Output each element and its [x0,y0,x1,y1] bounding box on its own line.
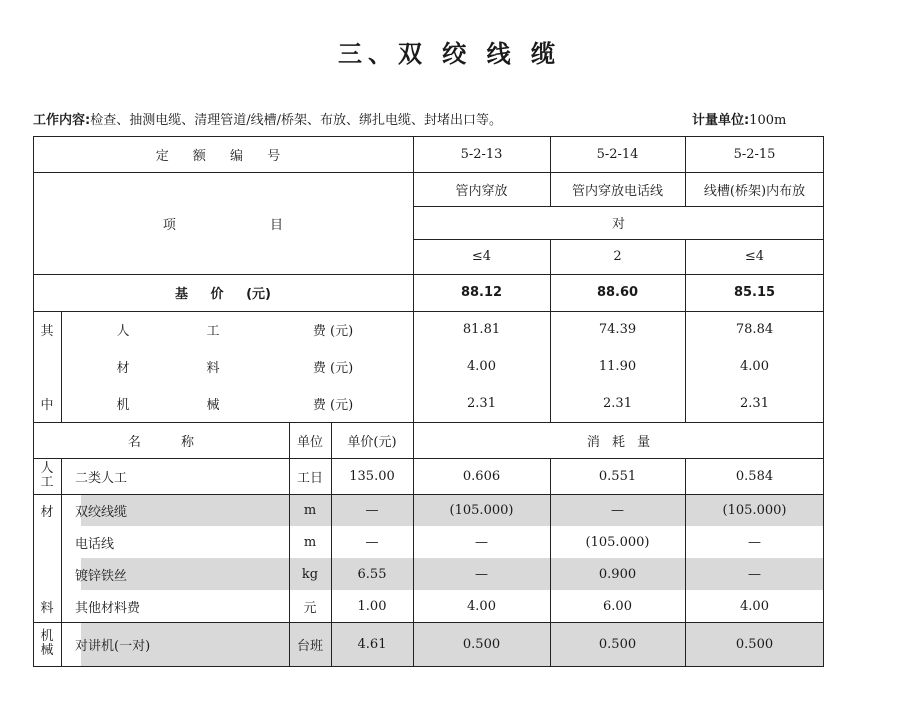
cost-value: 81.81 [462,322,501,337]
measure-unit [692,109,786,128]
machinery-price: 4.61 [357,636,387,652]
material-price: — [365,502,379,518]
material-price: 1.00 [357,598,387,614]
labor-name: 二类人工 [75,470,128,486]
spec-value: ≤4 [744,249,765,264]
cost-value: 4.00 [740,359,769,374]
item-name: 线槽(桥架)内布放 [703,183,806,199]
quota-no-label: 定 额 编 号 [155,148,291,164]
spec-value: ≤4 [471,249,492,264]
breakdown-unit: 费 (元) [312,361,354,376]
quota-code: 5-2-14 [596,146,639,162]
base-price-value: 85.15 [733,285,776,300]
page-title: 三、双 绞 线 缆 [337,40,562,68]
breakdown-char: 材 [116,361,130,376]
material-unit: kg [301,566,319,582]
breakdown-char: 工 [206,324,220,339]
breakdown-char: 人 [116,324,130,339]
labor-consumption: 0.584 [735,468,774,484]
material-consumption: — [748,566,761,582]
material-unit: m [303,502,317,518]
spec-value: 2 [613,249,622,264]
measure-unit-label: 计量单位: [692,113,750,128]
material-unit: m [303,534,317,550]
unit-price-column-header: 单价(元) [347,434,397,450]
machinery-category-bottom: 械 [40,643,54,658]
material-consumption: 0.900 [598,566,637,582]
material-price: — [365,534,379,550]
materials-category-top: 材 [40,504,54,520]
breakdown-char: 料 [206,361,220,376]
material-consumption: — [748,534,761,550]
machinery-consumption: 0.500 [598,636,637,652]
material-name: 双绞线缆 [75,504,128,520]
item-label: 项 目 [162,217,284,233]
material-name: 其他材料费 [75,600,141,616]
consumption-header: 消 耗 量 [586,434,651,450]
machinery-category [33,622,61,666]
machinery-consumption: 0.500 [735,636,774,652]
breakdown-char: 机 [116,398,130,413]
measure-unit-value: 100m [749,113,787,128]
labor-price: 135.00 [349,468,395,484]
labor-category [33,458,61,494]
labor-consumption: 0.551 [598,468,637,484]
materials-category-bottom: 料 [40,600,54,616]
material-consumption: (105.000) [449,502,514,518]
material-name: 镀锌铁丝 [75,568,128,584]
labor-consumption: 0.606 [462,468,501,484]
quota-code: 5-2-13 [460,146,503,162]
work-content-label: 工作内容: [33,113,91,128]
material-name: 电话线 [75,536,115,552]
base-price-label: 基 价 (元) [175,287,271,302]
material-price: 6.55 [357,566,387,582]
item-name: 管内穿放 [455,183,508,199]
rule [33,666,824,667]
breakdown-unit: 费 (元) [312,398,354,413]
labor-category-top: 人 [40,461,54,476]
material-consumption: 6.00 [603,598,632,614]
material-consumption: 4.00 [467,598,496,614]
name-column-header: 名 称 [127,434,195,450]
breakdown-char: 械 [206,398,220,413]
material-unit: 元 [303,600,317,616]
material-consumption: — [475,534,488,550]
breakdown-unit: 费 (元) [312,324,354,339]
pair-unit: 对 [611,217,625,232]
breakdown-group-top: 其 [40,324,54,339]
breakdown-group-bottom: 中 [40,398,54,413]
cost-value: 11.90 [598,359,637,374]
cost-value: 2.31 [603,396,632,411]
base-price-value: 88.12 [460,285,503,300]
item-name: 管内穿放电话线 [571,183,663,199]
material-consumption: — [475,566,488,582]
labor-category-bottom: 工 [40,475,54,490]
material-consumption: 4.00 [740,598,769,614]
work-content [33,109,502,128]
cost-value: 74.39 [598,322,637,337]
machinery-unit: 台班 [296,638,323,654]
quota-code: 5-2-15 [733,146,776,162]
machinery-consumption: 0.500 [462,636,501,652]
rule [61,311,62,422]
material-consumption: — [611,502,624,518]
work-content-text: 检查、抽测电缆、清理管道/线槽/桥架、布放、绑扎电缆、封堵出口等。 [90,113,502,128]
material-consumption: (105.000) [722,502,787,518]
cost-value: 2.31 [467,396,496,411]
cost-value: 4.00 [467,359,496,374]
unit-column-header: 单位 [296,434,323,450]
quota-table [33,136,824,667]
machinery-category-top: 机 [40,629,54,644]
material-consumption: (105.000) [585,534,650,550]
labor-unit: 工日 [296,470,323,486]
cost-value: 78.84 [735,322,774,337]
base-price-value: 88.60 [596,285,639,300]
machinery-name: 对讲机(一对) [75,638,151,654]
cost-value: 2.31 [740,396,769,411]
